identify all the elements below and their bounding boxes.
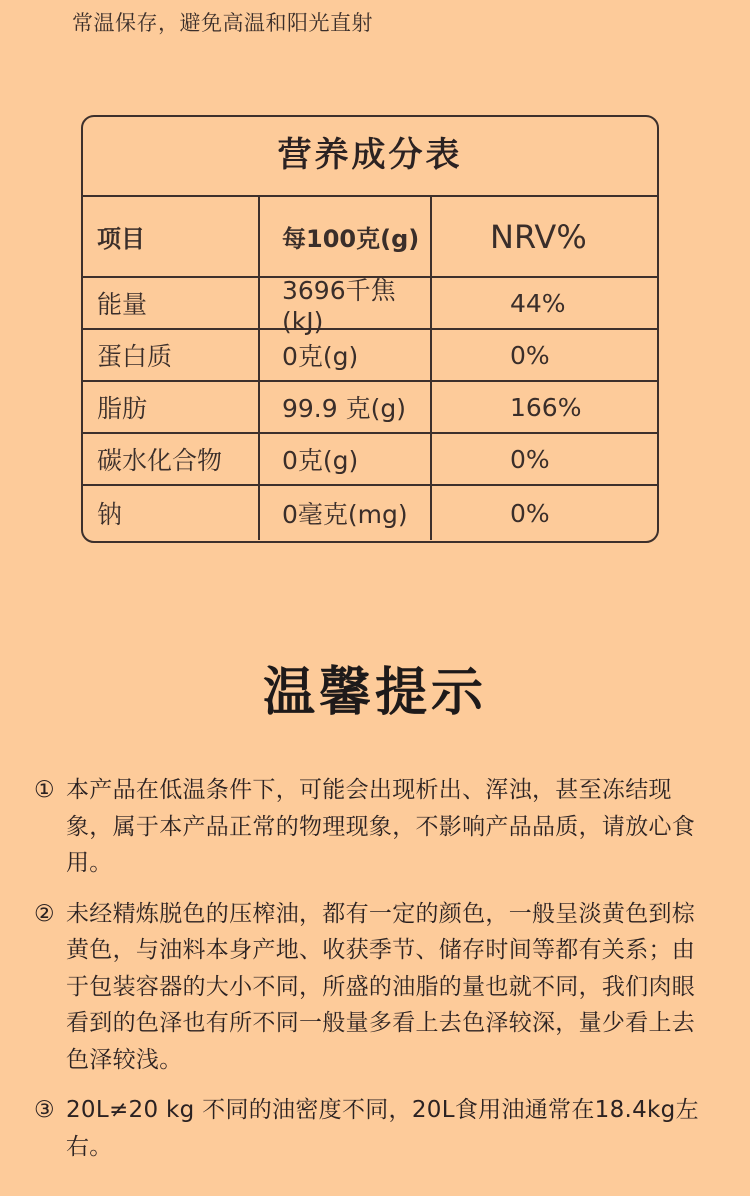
row-item: 蛋白质 xyxy=(83,330,260,380)
row-amount: 0毫克(mg) xyxy=(260,486,432,540)
header-item: 项目 xyxy=(83,197,260,276)
tip-number: ② xyxy=(34,900,55,927)
row-item: 脂肪 xyxy=(83,382,260,432)
row-item: 碳水化合物 xyxy=(83,434,260,484)
nutrition-table-header xyxy=(83,197,657,278)
list-item xyxy=(34,1092,702,1165)
row-amount: 99.9 克(g) xyxy=(260,382,432,432)
table-row xyxy=(83,275,657,336)
row-amount: 0克(g) xyxy=(260,434,432,484)
tip-text: 未经精炼脱色的压榨油，都有一定的颜色，一般呈淡黄色到棕黄色，与油料本身产地、收获季节、储存时间等都有关系；由于包装容器的大小不同，所盛的油脂的量也就不同，我们肉眼看到的色泽也有所不同一般量多看上去色泽较深，量少看上去色泽较浅。 xyxy=(66,900,696,1073)
warm-tips-list xyxy=(34,772,702,1179)
nutrition-table-title: 营养成分表 xyxy=(83,117,657,197)
storage-note: 常温保存，避免高温和阳光直射 xyxy=(72,11,373,35)
tip-text: 20L≠20 kg 不同的油密度不同，20L食用油通常在18.4kg左右。 xyxy=(66,1097,699,1160)
row-nrv: 0% xyxy=(510,340,550,370)
nutrition-table xyxy=(81,115,659,543)
row-nrv: 44% xyxy=(510,288,566,318)
row-amount: 3696千焦(kJ) xyxy=(260,278,432,328)
tip-text: 本产品在低温条件下，可能会出现析出、浑浊，甚至冻结现象，属于本产品正常的物理现象，不影响产品品质，请放心食用。 xyxy=(66,777,696,876)
row-item: 钠 xyxy=(83,486,260,540)
row-nrv: 166% xyxy=(510,392,582,422)
list-item xyxy=(34,896,702,1079)
warm-tips-title: 温馨提示 xyxy=(262,663,487,723)
table-row xyxy=(83,434,657,486)
list-item xyxy=(34,772,702,882)
header-nrv: NRV% xyxy=(490,217,587,256)
header-amount: 每100克(g) xyxy=(260,197,432,276)
row-nrv: 0% xyxy=(510,498,550,528)
row-nrv: 0% xyxy=(510,444,550,474)
table-row xyxy=(83,330,657,382)
table-row xyxy=(83,486,657,540)
tip-number: ③ xyxy=(34,1097,55,1123)
tip-number: ① xyxy=(34,777,55,803)
row-item: 能量 xyxy=(83,278,260,328)
row-amount: 0克(g) xyxy=(260,330,432,380)
table-row xyxy=(83,382,657,434)
